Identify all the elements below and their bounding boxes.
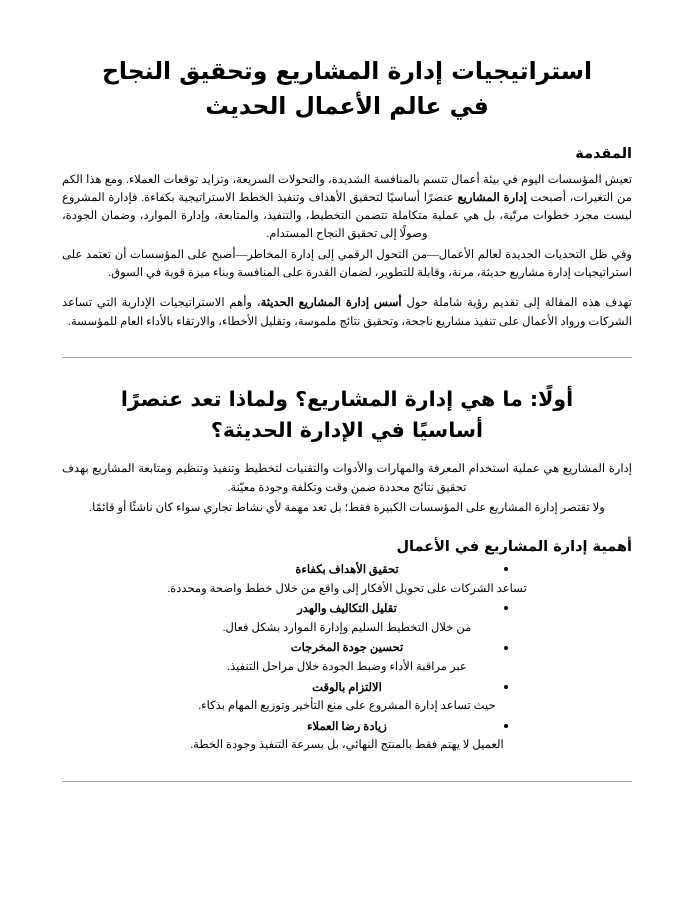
bullet-title: تقليل التكاليف والهدر: [297, 602, 397, 616]
bullet-description: عبر مراقبة الأداء وضبط الجودة خلال مراحل التنفيذ.: [227, 660, 467, 674]
bullet-dot-icon: [504, 567, 508, 571]
bullet-title-row: [62, 718, 632, 737]
bullet-title-line: [62, 600, 632, 619]
importance-bullet-list: [62, 561, 632, 754]
list-item: [62, 718, 632, 755]
chapter-one-heading: أولًا: ما هي إدارة المشاريع؟ ولماذا تعد عنصرًا أساسيًا في الإدارة الحديثة؟: [120, 387, 574, 443]
bullet-description: العميل لا يهتم فقط بالمنتج النهائي، بل بسرعة التنفيذ وجودة الخطة.: [190, 738, 504, 752]
page-title: استراتيجيات إدارة المشاريع وتحقيق النجاح في عالم الأعمال الحديث: [101, 57, 593, 120]
subheading-importance: أهمية إدارة المشاريع في الأعمال: [396, 539, 632, 556]
bullet-title-row: [62, 561, 632, 580]
emphasized-phrase: إدارة المشاريع: [457, 190, 527, 204]
bullet-title: زيادة رضا العملاء: [307, 719, 387, 733]
bullet-description: تساعد الشركات على تحويل الأفكار إلى واقع من خلال خطط واضحة ومحددة.: [167, 582, 527, 596]
bullet-title: تحقيق الأهداف بكفاءة: [295, 563, 399, 577]
bullet-title-row: [62, 639, 632, 658]
paragraph-spacer: [62, 284, 632, 294]
intro-paragraph-1: [62, 171, 632, 244]
section-divider-top: [62, 357, 632, 358]
intro-paragraph-1-text: تعيش المؤسسات اليوم في بيئة أعمال تتسم بالمنافسة الشديدة، والتحولات السريعة، وتزايد توقعات العملاء. ومع هذا الكم من التغيرات، أصبحت إدارة المشاريع عنصرًا أساسيًا لتحقيق الأهداف وتنفيذ الخطط الاستراتيجية بكفاءة. فإدارة المشروع ليست مجرد خطوات مرتّبة، بل هي عملية متكاملة تتضمن التخطيط، والتنفيذ، والمتابعة، وإدارة الموارد، وضمان الجودة، وصولًا إلى تحقيق النجاح المستدام.: [62, 172, 632, 241]
bullet-description: من خلال التخطيط السليم وإدارة الموارد بشكل فعال.: [222, 621, 472, 635]
intro-paragraph-2: [62, 246, 632, 283]
emphasized-phrase: أسس إدارة المشاريع الحديثة: [260, 296, 402, 310]
section-heading-introduction: المقدمة: [575, 145, 632, 162]
bullet-title-row: [62, 600, 632, 619]
list-item: [62, 561, 632, 598]
intro-paragraph-2-text: وفي ظل التحديات الجديدة لعالم الأعمال—من التحول الرقمي إلى إدارة المخاطر—أصبح على المؤسسات أن تعتمد على استراتيجيات إدارة مشاريع حديثة، مرنة، وقابلة للتطوير، لضمان القدرة على المنافسة وبناء ميزة قوية في السوق.: [62, 247, 632, 280]
bullet-title-line: [62, 679, 632, 698]
chapter-one-paragraph-1: [62, 460, 632, 497]
bullet-description: حيث تساعد إدارة المشروع على منع التأخير وتوزيع المهام بذكاء.: [198, 699, 496, 713]
bullet-dot-icon: [504, 685, 508, 689]
chapter-one-paragraph-2: [62, 499, 632, 517]
chapter-one-paragraph-2-text: ولا تقتصر إدارة المشاريع على المؤسسات الكبيرة فقط؛ بل تعد مهمة لأي نشاط تجاري سواء كان ناشئًا أو قائمًا.: [89, 500, 605, 514]
section-divider-bottom: [62, 781, 632, 782]
chapter-one-paragraph-1-text: إدارة المشاريع هي عملية استخدام المعرفة والمهارات والأدوات والتقنيات لتخطيط وتنفيذ وتنظيم ومتابعة المشاريع بهدف تحقيق نتائج محددة ضمن وقت وتكلفة وجودة معيّنة.: [62, 462, 632, 494]
bullet-dot-icon: [504, 724, 508, 728]
intro-paragraph-3-text: تهدف هذه المقالة إلى تقديم رؤية شاملة حول أسس إدارة المشاريع الحديثة، وأهم الاستراتيجيات الإدارية التي تساعد الشركات ورواد الأعمال على تنفيذ مشاريع ناجحة، وتحقيق نتائج ملموسة، وتقليل الأخطاء، والارتقاء بالأداء العام للمؤسسة.: [62, 296, 633, 328]
bullet-title: تحسين جودة المخرجات: [290, 641, 404, 655]
list-item: [62, 639, 632, 676]
bullet-title-line: [62, 639, 632, 658]
bullet-title-line: [62, 718, 632, 737]
bullet-title-line: [62, 561, 632, 580]
intro-paragraph-3: [62, 294, 632, 331]
list-item: [62, 679, 632, 716]
bullet-dot-icon: [504, 646, 508, 650]
bullet-title-row: [62, 679, 632, 698]
bullet-dot-icon: [504, 606, 508, 610]
bullet-title: الالتزام بالوقت: [312, 680, 382, 694]
list-item: [62, 600, 632, 637]
